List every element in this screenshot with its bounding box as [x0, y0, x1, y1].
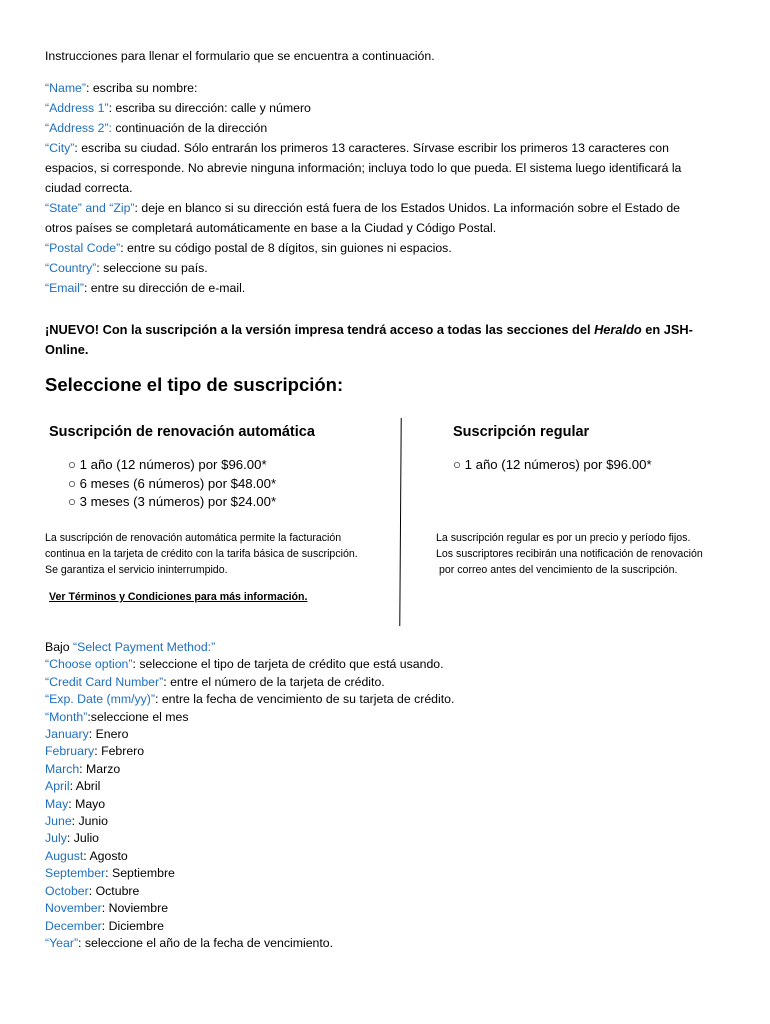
regular-option-12[interactable]: ○ 1 año (12 números) por $96.00*: [453, 456, 652, 475]
payment-line: “Month”:seleccione el mes: [45, 709, 189, 724]
regular-subscription-title: Suscripción regular: [453, 424, 590, 440]
month-line: May: Mayo: [45, 796, 106, 811]
field-state-zip: “State” and “Zip”: deje en blanco si su dirección está fuera de los Estados Unidos. La información sobre el Estado de otros países se completará automáticamente en base a la Ciudad y Código Postal.: [45, 201, 681, 235]
auto-option-6[interactable]: ○ 6 meses (6 números) por $48.00*: [68, 475, 276, 494]
new-feature-notice: ¡NUEVO! Con la suscripción a la versión impresa tendrá acceso a todas las secciones del Heraldo en JSH-Online.: [45, 322, 693, 357]
month-line: April: Abril: [45, 779, 101, 794]
regular-desc-line: por correo antes del vencimiento de la suscripción.: [439, 564, 678, 576]
auto-desc-line: La suscripción de renovación automática permite la facturación: [45, 532, 342, 544]
regular-options: [453, 456, 652, 475]
regular-desc-line: Los suscriptores recibirán una notificación de renovación: [436, 548, 703, 560]
auto-option-3[interactable]: ○ 3 meses (3 números) por $24.00*: [68, 493, 276, 512]
month-line: November: Noviembre: [45, 901, 169, 916]
auto-renewal-description: [45, 530, 358, 578]
year-line: “Year”: seleccione el año de la fecha de vencimiento.: [45, 935, 334, 950]
field-instructions: [45, 78, 705, 298]
field-email: “Email”: entre su dirección de e-mail.: [45, 281, 246, 295]
auto-desc-line: Se garantiza el servicio ininterrumpido.: [45, 564, 228, 576]
column-divider: [399, 418, 401, 626]
month-line: March: Marzo: [45, 761, 121, 776]
payment-line: “Credit Card Number”: entre el número de la tarjeta de crédito.: [45, 674, 385, 689]
payment-line: “Choose option”: seleccione el tipo de tarjeta de crédito que está usando.: [45, 657, 444, 672]
month-line: September: Septiembre: [45, 866, 175, 881]
payment-instructions: [45, 639, 454, 952]
field-country: “Country”: seleccione su país.: [45, 261, 208, 275]
auto-renewal-options: [68, 456, 276, 512]
intro-text: Instrucciones para llenar el formulario que se encuentra a continuación.: [45, 49, 435, 63]
auto-option-12[interactable]: ○ 1 año (12 números) por $96.00*: [68, 456, 276, 475]
month-line: July: Julio: [45, 831, 100, 846]
month-line: June: Junio: [45, 814, 108, 829]
regular-description: [436, 530, 703, 578]
month-line: February: Febrero: [45, 744, 145, 759]
month-line: December: Diciembre: [45, 918, 164, 933]
month-line: October: Octubre: [45, 883, 140, 898]
field-name: “Name”: escriba su nombre:: [45, 81, 198, 95]
payment-intro: Bajo “Select Payment Method:”: [45, 640, 216, 654]
month-line: January: Enero: [45, 727, 129, 742]
auto-desc-line: continua en la tarjeta de crédito con la tarifa básica de suscripción.: [45, 548, 358, 560]
terms-link[interactable]: Ver Términos y Condiciones para más información.: [49, 591, 308, 603]
regular-desc-line: La suscripción regular es por un precio y período fijos.: [436, 532, 691, 544]
field-postal-code: “Postal Code”: entre su código postal de 8 dígitos, sin guiones ni espacios.: [45, 241, 452, 255]
subscription-section-title: Seleccione el tipo de suscripción:: [45, 374, 344, 395]
field-address1: “Address 1”: escriba su dirección: calle y número: [45, 101, 311, 115]
month-line: August: Agosto: [45, 848, 128, 863]
payment-line: “Exp. Date (mm/yy)”: entre la fecha de vencimiento de su tarjeta de crédito.: [45, 692, 455, 707]
auto-renewal-title: Suscripción de renovación automática: [49, 424, 315, 440]
field-city: “City”: escriba su ciudad. Sólo entrarán los primeros 13 caracteres. Sírvase escribir los primeros 13 caracteres con espacios, si corresponde. No abrevie ninguna información; incluya todo lo que pueda. El sistema luego identificará la ciudad correcta.: [45, 141, 682, 195]
field-address2: “Address 2”: continuación de la dirección: [45, 121, 268, 135]
